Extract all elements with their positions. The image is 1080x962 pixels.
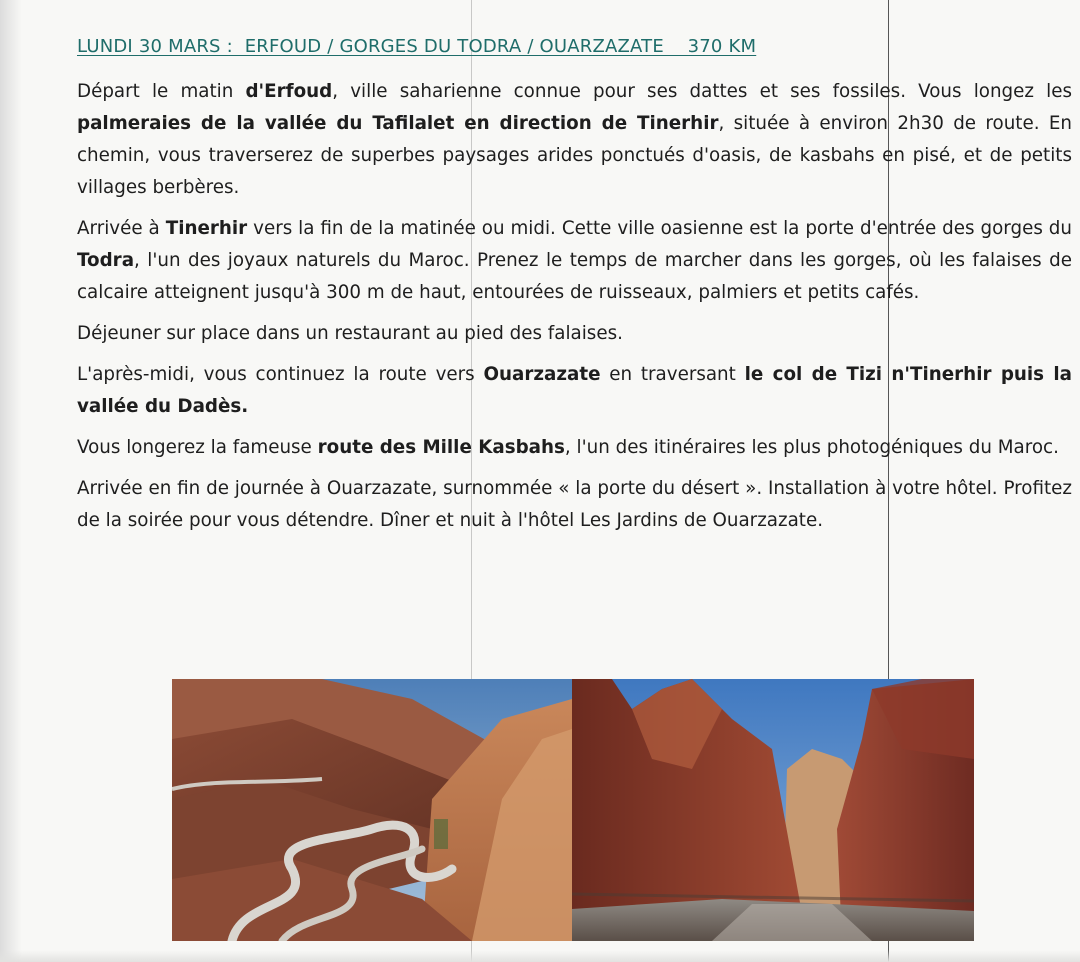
page-edge-shadow bbox=[0, 0, 22, 962]
text-run: vers la fin de la matinée ou midi. Cette ville oasienne est la porte d'entrée des gorges du bbox=[247, 218, 1072, 239]
bold-place-erfoud: d'Erfoud bbox=[245, 81, 333, 102]
bold-route-kasbahs: route des Mille Kasbahs bbox=[317, 437, 565, 458]
paragraph-lunch bbox=[77, 318, 1072, 350]
text-run: , l'un des joyaux naturels du Maroc. Prenez le temps de marcher dans les gorges, où les falaises de calcaire atteignent jusqu'à 300 m de haut, entourées de ruisseaux, palmiers et petits cafés. bbox=[77, 250, 1072, 303]
bold-place-tinerhir: Tinerhir bbox=[165, 218, 248, 239]
text-run: Déjeuner sur place dans un restaurant au pied des falaises. bbox=[77, 323, 623, 344]
photo-winding-road bbox=[172, 679, 572, 941]
text-run: Arrivée à bbox=[77, 218, 166, 239]
paragraph-kasbahs bbox=[77, 432, 1072, 464]
text-run: , l'un des itinéraires les plus photogéniques du Maroc. bbox=[564, 437, 1059, 458]
paragraph-departure bbox=[77, 76, 1072, 204]
bold-route-tizi: le col de Tizi n'Tinerhir puis la vallée du Dadès. bbox=[77, 364, 1073, 417]
paragraph-afternoon bbox=[77, 359, 1072, 423]
photo-strip bbox=[172, 679, 974, 941]
text-run: Vous longerez la fameuse bbox=[77, 437, 318, 458]
text-run: Départ le matin bbox=[77, 81, 246, 102]
text-run: Arrivée en fin de journée à Ouarzazate, surnommée « la porte du désert ». Installation à votre hôtel. Profitez de la soirée pour vous détendre. Dîner et nuit à l'hôtel Les Jardins de Ouarzazate. bbox=[77, 478, 1072, 531]
photo-todra-gorge bbox=[572, 679, 974, 941]
bold-place-ouarzazate: Ouarzazate bbox=[483, 364, 601, 385]
bold-place-todra: Todra bbox=[77, 250, 135, 271]
itinerary-text bbox=[77, 76, 1072, 546]
text-run: , ville saharienne connue pour ses dattes et ses fossiles. Vous longez les bbox=[332, 81, 1073, 102]
winding-road-illustration bbox=[172, 679, 572, 941]
day-heading: LUNDI 30 MARS : ERFOUD / GORGES DU TODRA / OUARZAZATE 370 KM bbox=[77, 36, 757, 57]
page-bottom-edge bbox=[0, 950, 1080, 962]
text-run: en traversant bbox=[600, 364, 745, 385]
text-run: L'après-midi, vous continuez la route vers bbox=[77, 364, 484, 385]
todra-gorge-illustration bbox=[572, 679, 974, 941]
text-run: , située à environ 2h30 de route. En chemin, vous traverserez de superbes paysages arides ponctués d'oasis, de kasbahs en pisé, et de petits villages berbères. bbox=[77, 113, 1072, 198]
paragraph-tinerhir bbox=[77, 213, 1072, 309]
bold-route-tafilalet: palmeraies de la vallée du Tafilalet en direction de Tinerhir bbox=[77, 113, 719, 134]
paragraph-arrival bbox=[77, 473, 1072, 537]
